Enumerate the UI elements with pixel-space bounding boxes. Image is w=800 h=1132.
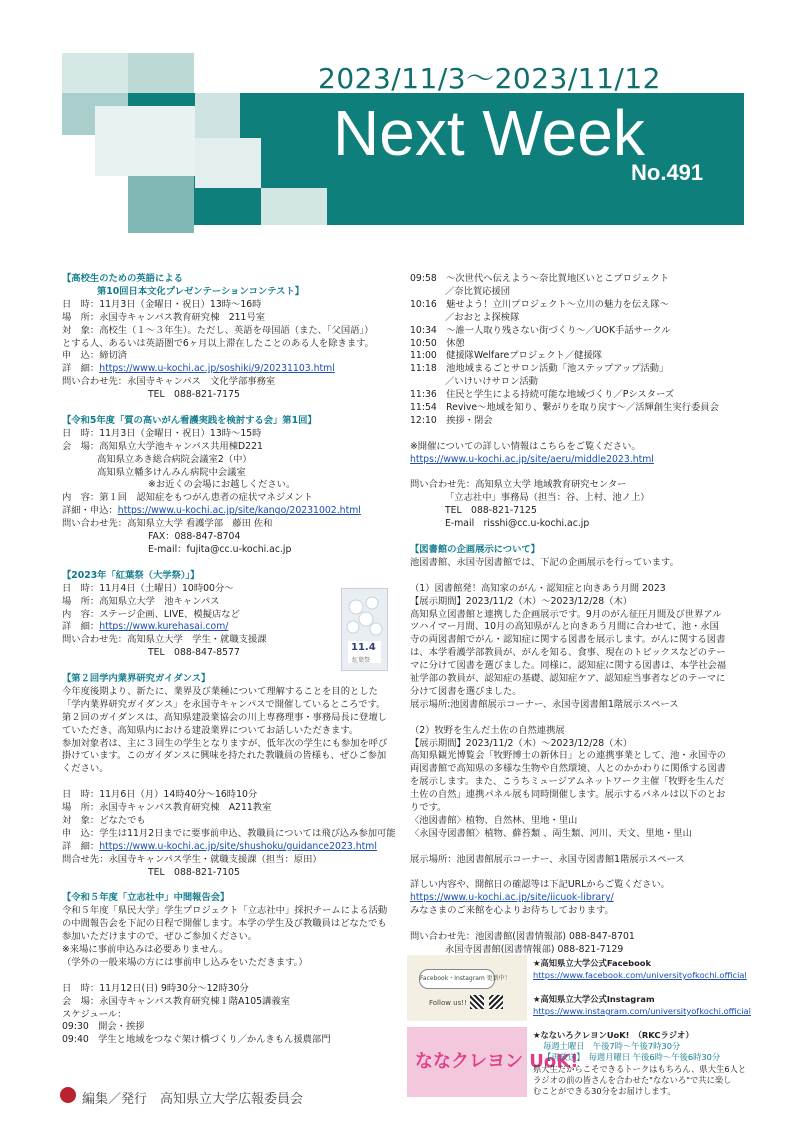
text-line: [62, 970, 407, 983]
line-text: 詳 細：: [62, 840, 100, 852]
text-line: [62, 518, 407, 531]
line-text: の中間報告会を下記の日程で開催します。本学の学生及び教職員はどなたでも: [62, 918, 387, 930]
line-text: 寺の両図書館でがん・認知症に関する図書を展示します。がんに関する図書: [410, 634, 726, 646]
radio-desc2: ラジオの前の皆さんを合わせた"なないろ"で共に楽し: [533, 1074, 732, 1085]
line-text: 日 時：11月12日(日) 9時30分～12時30分: [62, 982, 249, 994]
text-line: [410, 467, 750, 480]
date-range: 2023/11/3～2023/11/12: [318, 62, 661, 95]
text-line: [410, 596, 750, 609]
line-text: ※来場に事前申込みは必要ありません。: [62, 944, 229, 956]
line-text: 今年度後期より、新たに、業界及び業種について理解することを目的とした: [62, 685, 378, 697]
text-line: [410, 402, 750, 415]
line-text: 会 場：永国寺キャンパス教育研究棟１階A105講義室: [62, 995, 290, 1007]
text-line: [410, 815, 750, 828]
line-text: 永国寺図書館(図書情報部) 088-821-7129: [445, 944, 624, 955]
issue-number: No.491: [631, 160, 704, 185]
qr-code-icon[interactable]: [470, 995, 484, 1009]
radio-desc1: 県大生だからこそできるトークはもちろん、県大生6人と: [533, 1063, 747, 1074]
line-text: 問い合わせ先：永国寺キャンパス 文化学部事務室: [62, 376, 276, 388]
line-text: 第10回日本文化プレゼンテーションコンテスト】: [97, 285, 305, 297]
text-line: [410, 879, 750, 892]
line-text: 分けて図書を選びました。: [410, 685, 522, 697]
text-line: [410, 647, 750, 660]
text-line: [410, 338, 750, 351]
line-text: は、本学看護学部教員が、がんを知る、食事、現在のトピックスなどのテー: [410, 647, 726, 659]
text-line: [62, 854, 407, 867]
text-line: [410, 841, 750, 854]
line-text: 詳 細：: [62, 621, 100, 633]
poster-label: 紅葉祭: [352, 657, 371, 664]
line-text: 問合せ先：永国寺キャンパス学生・就職支援課（担当：原田）: [62, 853, 322, 865]
line-text: 場 所：永国寺キャンパス教育研究棟 A211教室: [62, 802, 272, 814]
text-line: [410, 505, 750, 518]
line-text: 12:10 挨拶・閉会: [410, 414, 493, 426]
line-text: 問い合わせ先：高知県立大学 看護学部 藤田 佐和: [62, 518, 273, 530]
sns-banner-text: Facebook・Instagram 更新中！: [419, 969, 495, 989]
text-line: [62, 454, 407, 467]
crayon-text: ななクレヨン UoK!: [415, 1051, 579, 1072]
line-text: 問い合わせ先：高知県立大学 学生・就職支援課: [62, 634, 267, 646]
line-text: 高知県立あき総合病院会議室2（中）: [97, 453, 252, 465]
line-text: （学外の一般来場の方には事前申し込みをいただきます。）: [62, 956, 308, 968]
text-line: [410, 763, 750, 776]
line-text: 10:34 ～誰一人取り残さない街づくり～／UOK手話サークル: [410, 324, 671, 336]
text-line: [410, 776, 750, 789]
link[interactable]: https://www.u-kochi.ac.jp/soshiki/9/20231103.html: [99, 363, 335, 375]
line-text: 第２回のガイダンスは、高知県建設業協会の川上専務理事・事務局長に登壇し: [62, 711, 387, 723]
text-line: [62, 867, 407, 880]
text-line: [410, 712, 750, 725]
line-text: 日 時：11月3日（金曜日・祝日）13時～16時: [62, 298, 262, 310]
text-line: [62, 738, 407, 751]
radio-time1: 毎週土曜日 午後7時～午後7時30分: [543, 1041, 681, 1052]
text-line: [62, 441, 407, 454]
text-line: [410, 492, 750, 505]
text-line: [410, 389, 750, 402]
text-line: [62, 750, 407, 763]
line-text: とする人、あるいは英語圏で6ヶ月以上滞在したことのある人を除きます。: [62, 337, 374, 349]
line-text: 参加対象者は、主に３回生の学生となりますが、低年次の学生にも参加を呼び: [62, 737, 388, 749]
text-line: [410, 931, 750, 944]
text-line: [62, 686, 407, 699]
line-text: 掛けています。このガイダンスに興味を持たれた教職員の皆様も、ぜひご参加: [62, 750, 387, 762]
follow-label: Follow us!!: [429, 999, 467, 1007]
text-line: [62, 505, 407, 518]
text-line: [410, 686, 750, 699]
text-line: [410, 609, 750, 622]
line-text: FAX：088-847-8704: [148, 531, 241, 543]
line-text: TEL 088-821-7125: [445, 505, 537, 517]
header-squares: [62, 53, 342, 233]
text-line: [62, 376, 407, 389]
text-line: [410, 518, 750, 531]
text-line: [62, 531, 407, 544]
text-line: [62, 1009, 407, 1022]
poster-date: 11.4: [351, 642, 376, 653]
line-text: ／おおとよ探検隊: [445, 311, 520, 323]
text-line: [410, 363, 750, 376]
line-text: 祉学部の教員が、認知症の基礎、認知症ケア、認知症当事者などのテーマに: [410, 673, 726, 685]
text-line: [62, 325, 407, 338]
text-line: [62, 492, 407, 505]
text-line: [62, 350, 407, 363]
text-line: [62, 725, 407, 738]
text-line: [410, 557, 750, 570]
line-text: （2）牧野を生んだ土佐の自然連携展: [410, 724, 565, 736]
page-title: Next Week: [333, 97, 645, 169]
line-text: を展示します。また、こうちミュージアムネットワーク主催「牧野を生んだ: [410, 776, 725, 788]
text-line: [62, 544, 407, 557]
text-line: [62, 815, 407, 828]
university-logo-icon: [60, 1087, 76, 1103]
text-line: [62, 699, 407, 712]
line-text: TEL 088-847-8577: [148, 647, 240, 659]
line-text: 11:54 Revive～地域を知り、繋がりを取り戻す～／活輝創生実行委員会: [410, 402, 719, 414]
text-line: [410, 699, 750, 712]
line-text: スケジュール：: [62, 1008, 127, 1020]
line-text: 池図書館、永国寺図書館では、下記の企画展示を行っています。: [410, 556, 679, 568]
line-text: 〈永国寺図書館〉植物、蘚苔類 、両生類、河川、天文、里地・里山: [410, 827, 692, 839]
line-text: 10:50 休憩: [410, 337, 465, 349]
text-line: [410, 286, 750, 299]
line-text: 高知県立幡多けんみん病院中会議室: [97, 466, 246, 478]
radio-time2: 【再放送】 毎週月曜日 午後6時～午後6時30分: [543, 1052, 721, 1063]
text-line: [62, 557, 407, 570]
text-line: [410, 918, 750, 931]
text-line: [410, 750, 750, 763]
link[interactable]: https://www.u-kochi.ac.jp/site/shushoku/guidance2023.html: [99, 840, 377, 852]
footer-text: 編集／発行 高知県立大学広報委員会: [82, 1092, 304, 1107]
line-text: 問い合わせ先：池図書館(図書情報部) 088-847-8701: [410, 931, 635, 943]
line-text: りです。: [410, 802, 447, 814]
text-line: [410, 828, 750, 841]
radio-title: ★なないろクレヨンUoK! （RKCラジオ）: [533, 1030, 694, 1040]
line-text: 会 場：高知県立大学池キャンパス共用棟D221: [62, 440, 263, 452]
line-text: ください。: [62, 763, 109, 775]
line-text: 申 込：学生は11月2日までに要事前申込、教職員については飛び込み参加可能: [62, 827, 396, 839]
text-line: [62, 880, 407, 893]
line-text: 09:58 ～次世代へ伝えよう～奈比賀地区いとこプロジェクト: [410, 273, 670, 284]
line-text: みなさまのご来館を心よりお待ちしております。: [410, 905, 614, 917]
text-line: [62, 712, 407, 725]
text-line: [410, 892, 750, 905]
line-text: TEL 088-821-7175: [148, 389, 240, 401]
line-text: 〈池図書館〉植物、自然林、里地・里山: [410, 814, 578, 826]
line-text: 場 所：高知県立大学 池キャンパス: [62, 595, 220, 607]
line-text: 対 象：どなたでも: [62, 815, 146, 826]
text-line: [410, 854, 750, 867]
text-line: [62, 312, 407, 325]
text-line: [410, 802, 750, 815]
line-text: 日 時：11月6日（月）14時40分～16時10分: [62, 789, 258, 801]
line-text: 高知県立図書館と連携した企画展示です。9月のがん征圧月間及び世界アル: [410, 608, 722, 620]
line-text: 両図書館で高知県の多様な生物や自然環境、人とのかかわりに関係する図書: [410, 763, 727, 775]
text-line: [410, 905, 750, 918]
text-line: [410, 441, 750, 454]
line-text: 09:30 開会・挨拶: [62, 1021, 145, 1033]
text-line: [62, 996, 407, 1009]
text-line: [62, 402, 407, 415]
right-column: [410, 273, 750, 957]
text-line: [62, 479, 407, 492]
line-text: 展示場所：池図書館展示コーナー、永国寺図書館1階展示スペース: [410, 853, 685, 865]
line-text: 高知県観光博覧会「牧野博士の新休日」との連携事業として、池・永国寺の: [410, 750, 726, 762]
line-text: 11:00 健援隊Welfareプロジェクト／健援隊: [410, 350, 603, 362]
text-line: [410, 350, 750, 363]
text-line: [410, 273, 750, 286]
line-text: ツハイマー月間、10月の高知県がんと向きあう月間に合わせて、池・永国: [410, 621, 719, 633]
facebook-title: ★高知県立大学公式Facebook: [533, 958, 651, 968]
line-text: 【展示期間】2023/11/2（木）～2023/12/28（木）: [410, 595, 633, 607]
radio-info: [533, 1030, 746, 1097]
link[interactable]: https://www.u-kochi.ac.jp/site/kango/20231002.html: [117, 505, 361, 517]
text-line: [410, 325, 750, 338]
section-heading: [62, 673, 407, 686]
text-line: [410, 570, 750, 583]
line-text: 令和５年度「県民大学」学生プロジェクト「立志社中」採択チームによる活動: [62, 905, 388, 917]
line-text: （1）図書館発！高知家のがん・認知症と向きあう月間 2023: [410, 582, 666, 594]
text-line: [410, 738, 750, 751]
line-text: 日 時：11月4日（土曜日）10時00分～: [62, 582, 234, 594]
line-text: 内 容：第１回 認知症をもつがん患者の症状マネジメント: [62, 492, 313, 504]
text-line: [62, 841, 407, 854]
text-line: [410, 479, 750, 492]
link[interactable]: https://www.u-kochi.ac.jp/site/iicuok-library/: [410, 892, 614, 904]
line-text: ／いけいけサロン活動: [445, 376, 538, 388]
text-line: [62, 389, 407, 402]
text-line: [62, 931, 407, 944]
section-heading: [62, 892, 407, 905]
line-text: ていただき、高知県内における建設業界についてお話しいただきます。: [62, 724, 359, 736]
link[interactable]: https://www.u-kochi.ac.jp/site/aeru/middle2023.html: [410, 453, 654, 465]
link[interactable]: https://www.kurehasai.com/: [99, 621, 229, 633]
line-text: 土佐の自然」連携パネル展も同時開催します。展示するパネルは以下のとお: [410, 789, 726, 801]
radio-desc3: むことができる30分をお届けします。: [533, 1086, 676, 1097]
line-text: 11:36 住民と学生による持続可能な地域づくり／Pシスターズ: [410, 389, 675, 401]
text-line: [410, 454, 750, 467]
line-text: 展示場所:池図書館展示コーナー、永国寺図書館1階展示スペース: [410, 698, 679, 710]
section-heading: [62, 570, 407, 583]
line-text: 11:18 池地域まるごとサロン活動「池ステップアップ活動」: [410, 363, 669, 375]
text-line: [62, 828, 407, 841]
line-text: 「立志社中」事務局（担当：谷、上村、池ノ上）: [445, 492, 650, 504]
sns-info: [533, 957, 751, 1017]
text-line: [410, 299, 750, 312]
text-line: [410, 660, 750, 673]
line-text: 【展示期間】2023/11/2（木）～2023/12/28（木）: [410, 737, 633, 749]
festival-poster: [341, 588, 388, 671]
line-text: 09:40 学生と地域をつなぐ架け橋づくり／かんきもん援農部門: [62, 1034, 331, 1046]
text-line: [62, 944, 407, 957]
line-text: 場 所：永国寺キャンパス教育研究棟 211号室: [62, 311, 266, 323]
text-line: [410, 312, 750, 325]
line-text: TEL 088-821-7105: [148, 866, 240, 878]
section-heading: [410, 544, 750, 557]
text-line: [410, 415, 750, 428]
line-text: 「学内業界研究ガイダンス」を永国寺キャンパスで開催しているところです。: [62, 698, 386, 710]
line-text: 【令和５年度「立志社中」中間報告会】: [62, 892, 230, 904]
line-text: 詳しい内容や、開館日の確認等は下記URLからご覧ください。: [410, 879, 670, 891]
section-heading: [62, 415, 407, 428]
text-line: [62, 957, 407, 970]
text-line: [62, 763, 407, 776]
text-line: [62, 776, 407, 789]
text-line: [62, 467, 407, 480]
line-text: ※開催についての詳しい情報はこちらをご覧ください。: [410, 440, 641, 452]
line-text: 日 時：11月3日（金曜日・祝日）13時～15時: [62, 427, 262, 439]
qr-code-icon[interactable]: [489, 995, 503, 1009]
line-text: 対 象：高校生（１～３年生）。ただし、英語を母国語（また、「父国語」）: [62, 324, 374, 336]
line-text: ※お近くの会場にお越しください。: [148, 479, 296, 491]
radio-banner: [407, 1027, 579, 1097]
instagram-title: ★高知県立大学公式Instagram: [533, 994, 655, 1004]
text-line: [62, 1021, 407, 1034]
text-line: [62, 1034, 407, 1047]
text-line: [62, 338, 407, 351]
text-line: [62, 983, 407, 996]
section-heading: [62, 273, 407, 286]
line-text: 【令和5年度「質の高いがん看護実践を検討する会」第1回】: [62, 414, 317, 426]
text-line: [410, 867, 750, 880]
line-text: 【図書館の企画展示について】: [410, 543, 540, 555]
text-line: [62, 428, 407, 441]
line-text: 問い合わせ先：高知県立大学 地域教育研究センター: [410, 479, 627, 491]
text-line: [62, 918, 407, 931]
line-text: マに分けて図書を選びました。同様に、認知症に関する図書は、本学社会福: [410, 660, 727, 672]
line-text: 詳 細：: [62, 363, 100, 375]
text-line: [410, 531, 750, 544]
sns-banner: [407, 955, 527, 1021]
text-line: [410, 428, 750, 441]
text-line: [410, 725, 750, 738]
facebook-link[interactable]: https://www.facebook.com/universityofkochi.official: [533, 970, 747, 980]
line-text: E-mail：fujita@cc.u-kochi.ac.jp: [148, 544, 292, 556]
line-text: 【2023年「紅葉祭（大学祭）」】: [62, 569, 200, 581]
text-line: [62, 299, 407, 312]
text-line: [62, 789, 407, 802]
line-text: 詳細・申込：: [62, 505, 118, 517]
text-line: [62, 905, 407, 918]
line-text: 10:16 魅せよう！立川プロジェクト～立川の魅力を伝え隊～: [410, 298, 670, 310]
text-line: [410, 376, 750, 389]
line-text: 参加いただけますので、ぜひご参加ください。: [62, 931, 258, 943]
line-text: ／奈比賀応援団: [445, 285, 511, 297]
section-heading: [62, 286, 407, 299]
line-text: 内 容：ステージ企画、LIVE、模擬店など: [62, 608, 240, 620]
text-line: [62, 802, 407, 815]
line-text: E-mail risshi@cc.u-kochi.ac.jp: [445, 518, 590, 530]
text-line: [62, 363, 407, 376]
text-line: [410, 673, 750, 686]
line-text: 【第２回学内業界研究ガイダンス】: [62, 673, 211, 685]
line-text: 【高校生のための英語による: [62, 273, 183, 284]
line-text: 申 込：締切済: [62, 350, 128, 362]
instagram-link[interactable]: https://www.instagram.com/universityofkochi.official: [533, 1006, 751, 1016]
text-line: [410, 789, 750, 802]
text-line: [410, 621, 750, 634]
text-line: [410, 583, 750, 596]
text-line: [410, 634, 750, 647]
